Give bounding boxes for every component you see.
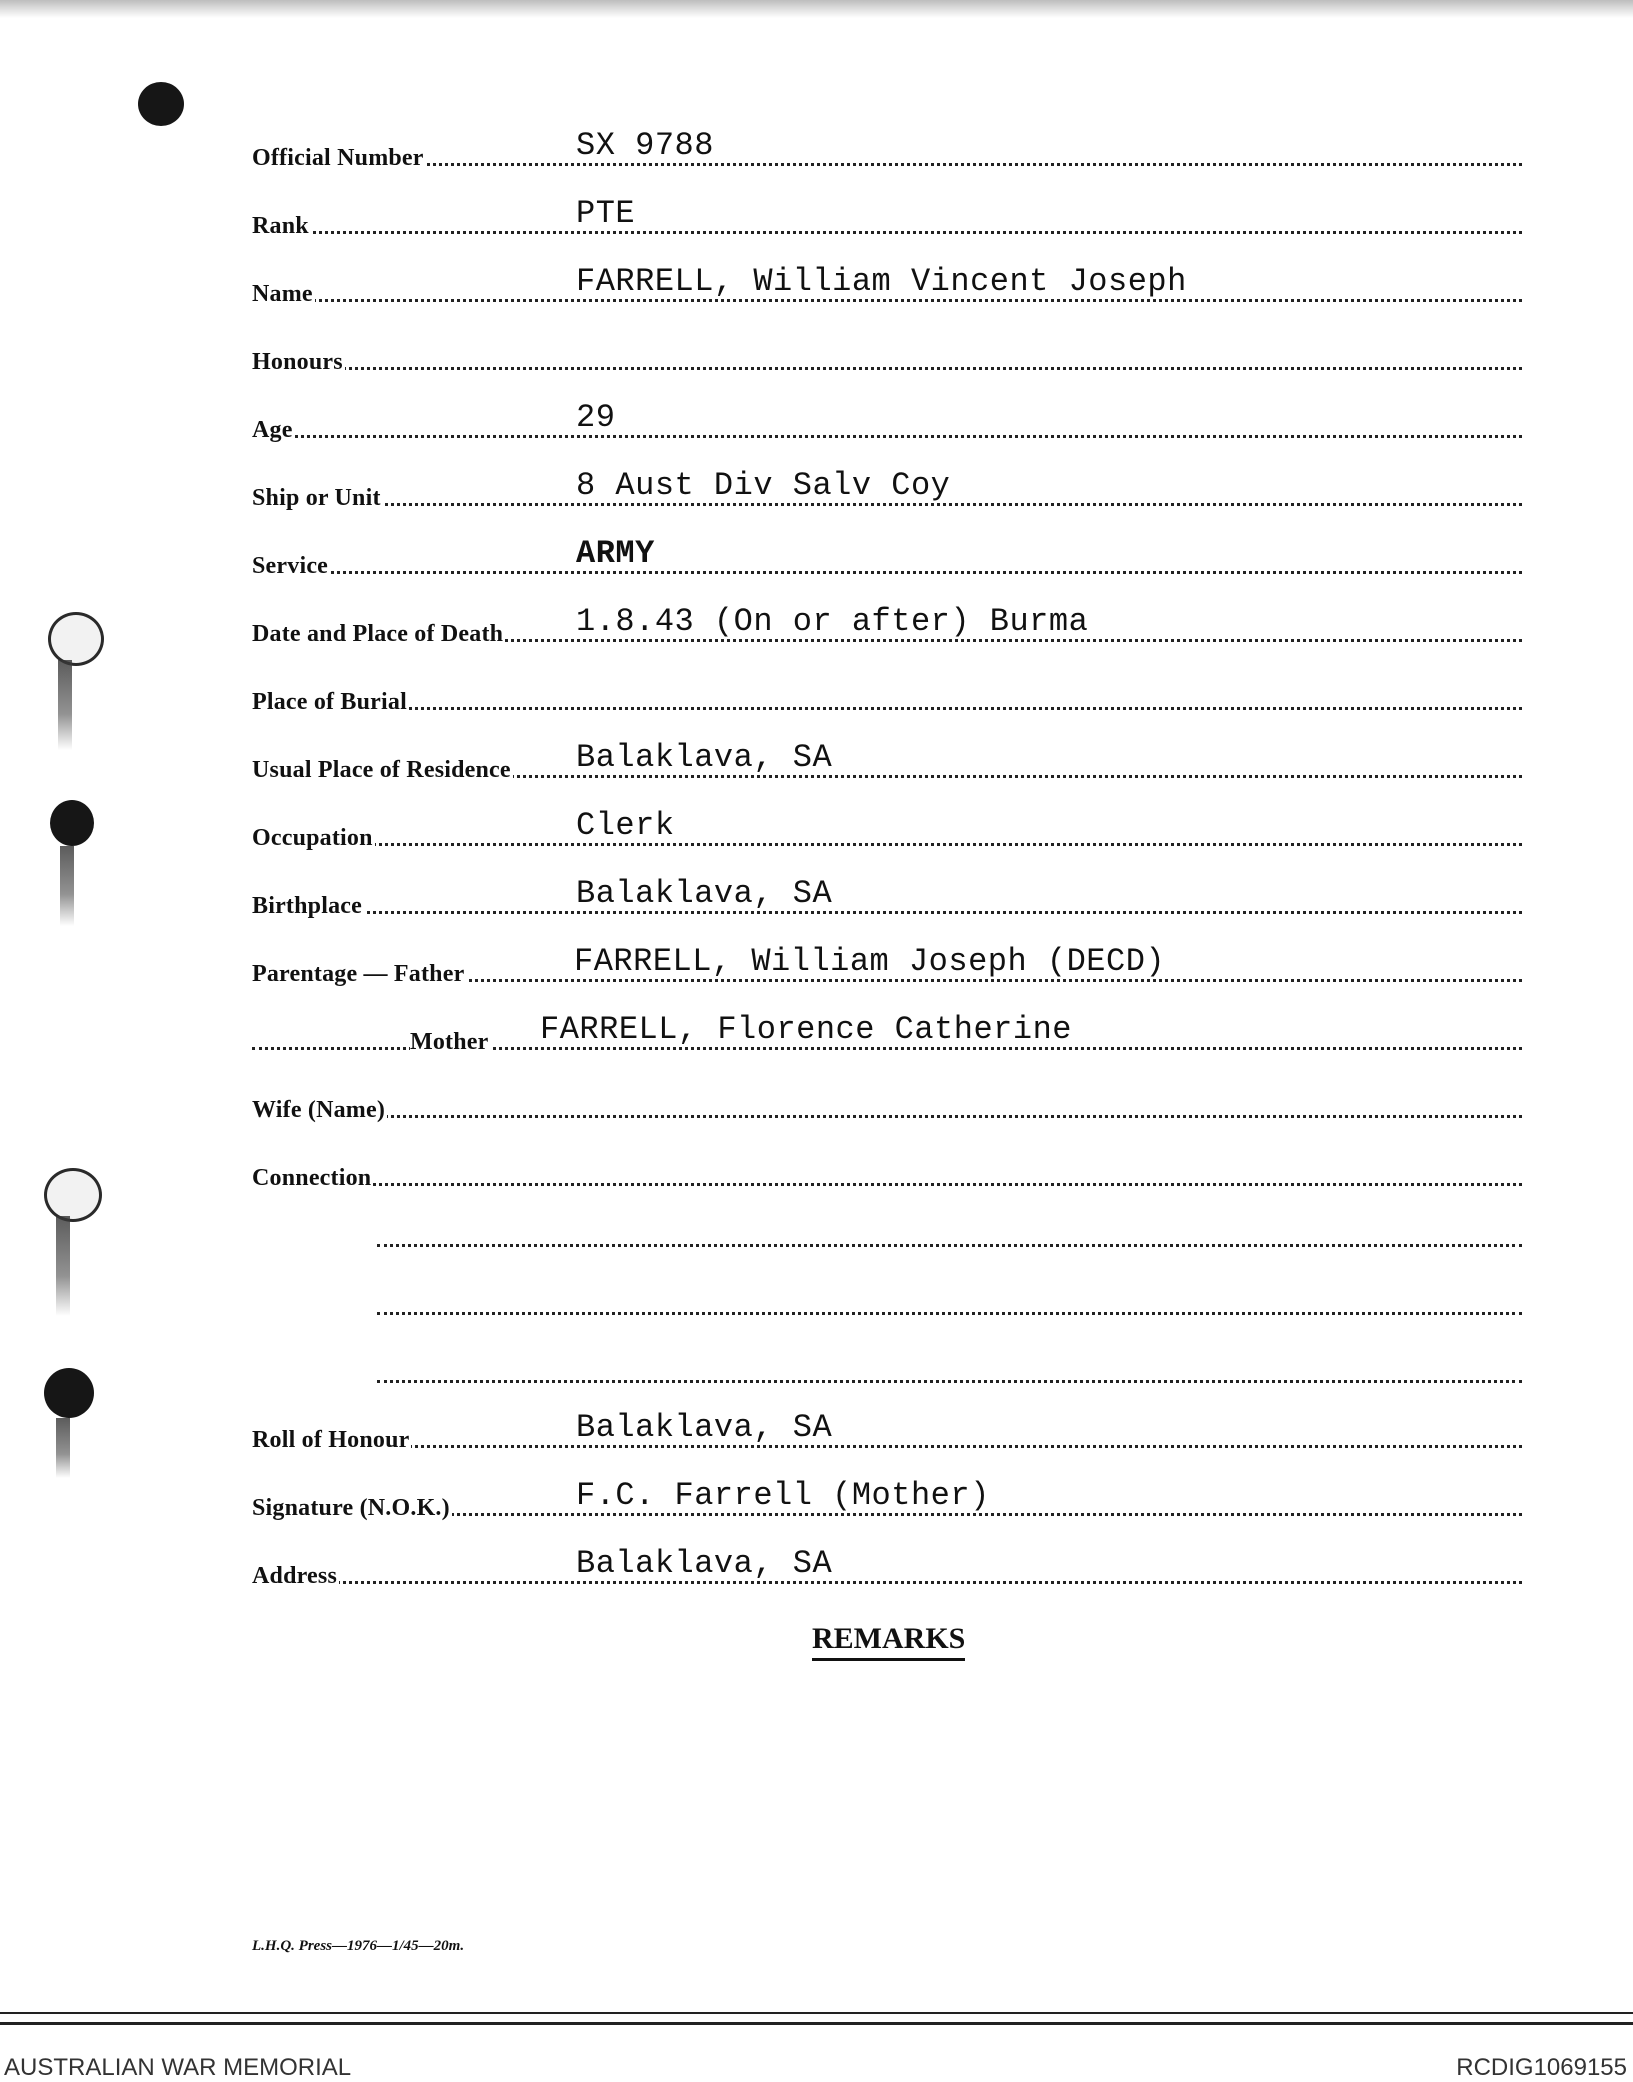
blank-line [377,1244,1522,1247]
field-label: Date and Place of Death [252,621,504,647]
field-ship-or-unit [252,458,1522,511]
field-value: PTE [576,195,636,232]
field-parentage-father [252,934,1522,987]
field-value: ARMY [576,535,655,572]
field-label: Parentage — Father [252,961,465,987]
field-birthplace [252,866,1522,919]
field-age [252,390,1522,443]
field-label: Address [252,1563,337,1589]
field-label: Rank [252,213,309,239]
field-occupation [252,798,1522,851]
field-value: SX 9788 [576,127,714,164]
field-service [252,526,1522,579]
bottom-border [0,2012,1633,2014]
binding-mark [60,846,74,926]
field-label: Name [252,281,313,307]
bottom-border [0,2022,1633,2025]
field-label: Signature (N.O.K.) [252,1495,450,1521]
field-label: Age [252,417,293,443]
punch-hole [50,800,94,846]
field-date-place-death [252,594,1522,647]
field-wife-name [252,1070,1522,1123]
punch-hole [44,1168,102,1222]
field-value: FARRELL, William Vincent Joseph [576,263,1187,300]
blank-line [377,1380,1522,1383]
field-value: Balaklava, SA [576,1545,833,1582]
field-label: Place of Burial [252,689,407,715]
archive-credit: AUSTRALIAN WAR MEMORIAL [4,2054,352,2081]
field-label: Occupation [252,825,373,851]
field-roll-of-honour [252,1400,1522,1453]
field-usual-residence [252,730,1522,783]
punch-hole [138,82,184,126]
scan-edge-shadow [0,0,1633,18]
field-label: Birthplace [252,893,362,919]
field-label: Mother [410,1029,489,1055]
punch-hole [44,1368,94,1418]
binding-mark [58,660,72,750]
field-address [252,1536,1522,1589]
field-label: Ship or Unit [252,485,381,511]
press-mark: L.H.Q. Press—1976—1/45—20m. [252,1938,465,1954]
blank-line [377,1312,1522,1315]
field-label: Official Number [252,145,424,171]
field-mother [252,1002,1522,1055]
binding-mark [56,1418,70,1478]
field-connection [252,1138,1522,1191]
field-value: FARRELL, William Joseph (DECD) [574,943,1166,980]
field-signature-nok [252,1468,1522,1521]
field-value: Balaklava, SA [576,1409,833,1446]
field-value: 8 Aust Div Salv Coy [576,467,951,504]
field-value: 1.8.43 (On or after) Burma [576,603,1089,640]
field-label: Connection [252,1165,372,1191]
remarks-heading: REMARKS [812,1622,965,1661]
field-label: Service [252,553,329,579]
field-value: Clerk [576,807,675,844]
field-rank [252,186,1522,239]
field-value: 29 [576,399,616,436]
field-value: F.C. Farrell (Mother) [576,1477,990,1514]
field-label: Roll of Honour [252,1427,410,1453]
punch-hole [48,612,104,666]
field-label: Usual Place of Residence [252,757,511,783]
field-label: Wife (Name) [252,1097,386,1123]
binding-mark [56,1216,70,1316]
field-value: Balaklava, SA [576,875,833,912]
field-value: Balaklava, SA [576,739,833,776]
field-label: Honours [252,349,343,375]
archive-id: RCDIG1069155 [1456,2054,1627,2081]
field-honours [252,322,1522,375]
field-official-number [252,118,1522,171]
field-value: FARRELL, Florence Catherine [540,1011,1072,1048]
field-name [252,254,1522,307]
field-place-of-burial [252,662,1522,715]
